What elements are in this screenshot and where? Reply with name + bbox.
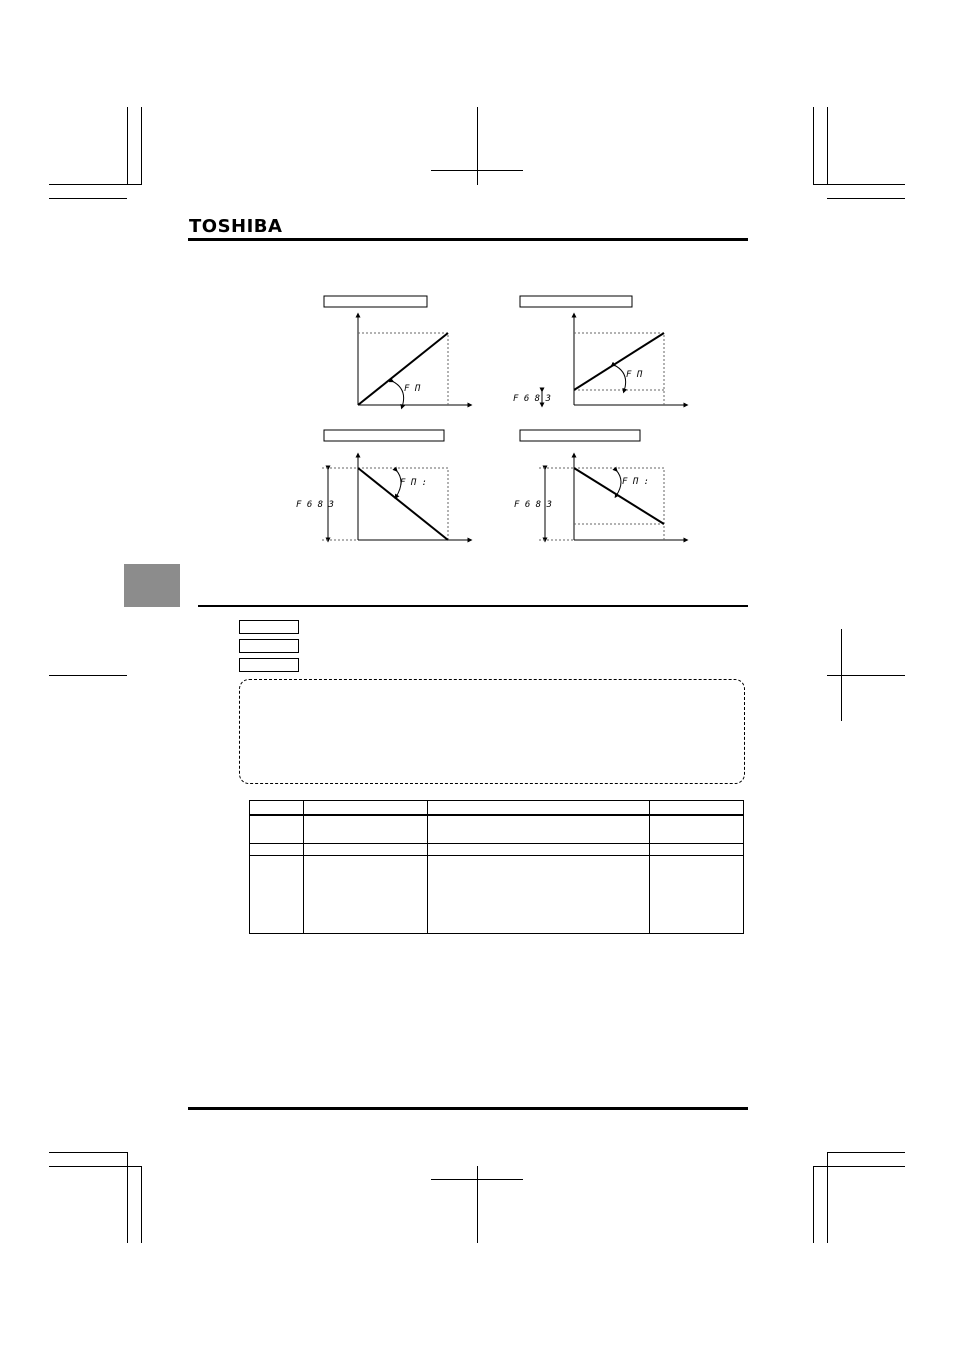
table-cell (427, 815, 650, 844)
table-header-row (250, 801, 744, 816)
crop-mark (827, 198, 905, 199)
table-cell (427, 801, 650, 816)
crop-mark (827, 1152, 905, 1153)
crop-mark (141, 1166, 142, 1243)
table-row (250, 815, 744, 844)
note-box (239, 679, 745, 784)
parameter-key-box (239, 620, 299, 634)
table-cell (303, 844, 427, 856)
crop-mark (827, 1152, 828, 1243)
crop-mark (813, 107, 814, 185)
crop-mark (49, 1152, 127, 1153)
table-row (250, 856, 744, 934)
table-cell (250, 801, 304, 816)
registration-mark (477, 107, 478, 185)
header-rule (188, 238, 748, 241)
diagram-panel-bottom-left (296, 430, 470, 540)
table-cell (250, 844, 304, 856)
diagram-panel-bottom-right (514, 430, 686, 540)
diagram-label-box (520, 296, 632, 307)
crop-mark (827, 107, 828, 185)
table-cell (303, 856, 427, 934)
table-cell (650, 801, 744, 816)
crop-mark (127, 1152, 128, 1243)
table-cell (303, 815, 427, 844)
table-cell (650, 844, 744, 856)
table-cell (650, 856, 744, 934)
crop-mark (141, 107, 142, 185)
diagram-label-box (520, 430, 640, 441)
table-cell (427, 856, 650, 934)
diagram-label-box (324, 430, 444, 441)
table-cell (650, 815, 744, 844)
crop-mark (813, 184, 905, 185)
angle-label: F Π : (622, 477, 650, 487)
crop-mark (813, 1166, 814, 1243)
table-cell (250, 856, 304, 934)
parameter-table (249, 800, 744, 934)
angle-label: F Π : (400, 478, 428, 488)
section-rule (198, 605, 748, 607)
chapter-tab (124, 564, 180, 607)
curved-double-arrow-icon (614, 365, 626, 391)
span-label: F 6 8 3 (296, 500, 334, 510)
curved-double-arrow-icon (616, 470, 621, 496)
crop-mark (49, 184, 141, 185)
registration-mark (49, 675, 127, 676)
table-cell (427, 844, 650, 856)
offset-label: F 6 8 3 (513, 394, 551, 404)
registration-mark (477, 1166, 478, 1243)
curved-double-arrow-icon (392, 381, 404, 407)
table-cell (250, 815, 304, 844)
parameter-key-box (239, 658, 299, 672)
table-cell (303, 801, 427, 816)
table-row (250, 844, 744, 856)
registration-mark (827, 675, 905, 676)
toshiba-logo: TOSHIBA (189, 216, 283, 237)
diagram-label-box (324, 296, 427, 307)
registration-mark (431, 1179, 523, 1180)
span-label: F 6 8 3 (514, 500, 552, 510)
crop-mark (127, 107, 128, 185)
parameter-key-box (239, 639, 299, 653)
diagram-panel-top-left (324, 296, 470, 407)
output-line (574, 468, 664, 524)
diagram-panel-top-right (513, 296, 686, 405)
crop-mark (49, 198, 127, 199)
footer-rule (188, 1107, 748, 1110)
angle-label: F Π (404, 384, 421, 394)
output-line (574, 333, 664, 390)
bias-gain-diagrams (280, 285, 700, 550)
angle-label: F Π (626, 370, 643, 380)
registration-mark (431, 170, 523, 171)
